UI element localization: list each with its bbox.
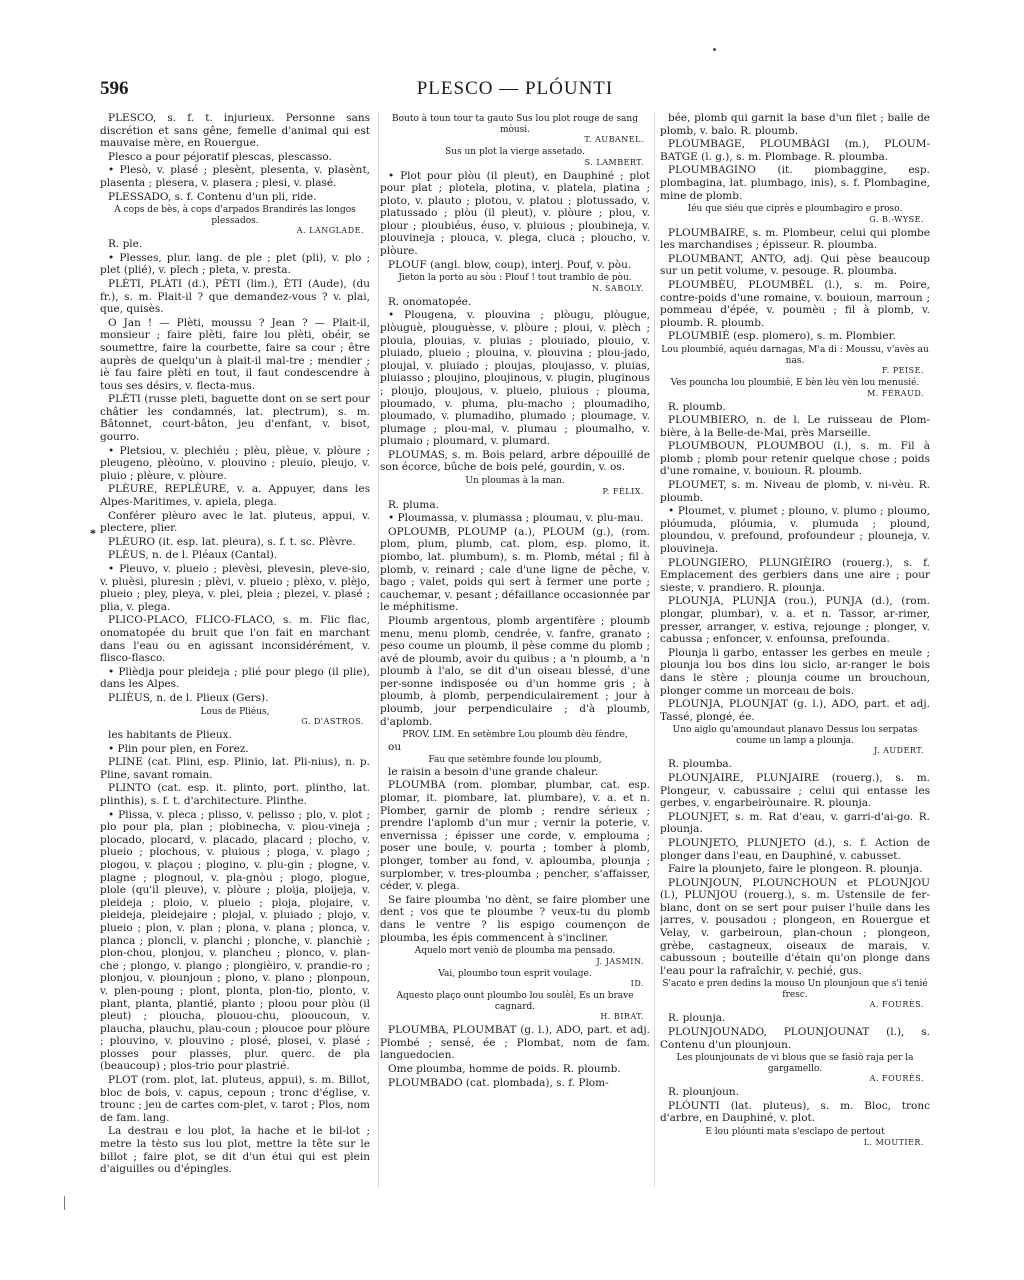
dictionary-entry: ou bbox=[388, 740, 402, 753]
dictionary-entry: PLESCO, s. f. t. injurieux. Personne sans discrétion et sans gêne, femelle d'animal qui est mauvaise mère, en Rouergue. bbox=[100, 112, 370, 150]
dictionary-entry: • Plièdja pour pleideja ; plié pour plego (il plie), dans les Alpes. bbox=[100, 665, 370, 691]
dictionary-entry: PLINE (cat. Plini, esp. Plinio, lat. Pli-nius), n. p. Pline, savant romain. bbox=[100, 756, 370, 781]
dictionary-entry: Conférer plèuro avec le lat. pluteus, appui, v. plectere, plier. bbox=[100, 509, 370, 535]
dictionary-entry: • Plot pour plòu (il pleut), en Dauphiné ; plot pour plat ; plotela, plotina, v. platela, platina ; ploto, v. plauto ; plotou, v. platou ; plotussado, v. platussado ; plòu (il pleut), v. plòure ; plou, v. plour ; ploubiéus, éuso, v. pluious ; ploubineja, v. plouvineja ; plouca, v. plega, cluca ; ploucho, v. plòure. bbox=[380, 169, 650, 258]
dictionary-entry: • Ploumassa, v. plumassa ; ploumau, v. plu-mau. bbox=[388, 512, 644, 525]
dictionary-entry: PLESSADO, s. f. Contenu d'un pli, ride. bbox=[108, 190, 317, 203]
citation-quote: Aquelo mort veniò de ploumba ma pensado. bbox=[414, 946, 616, 957]
citation-author: G. B.-WYSE. bbox=[869, 214, 924, 224]
dictionary-entry: PLOUMBAGE, PLOUMBÀGI (m.), PLOUM-BATGE (l. g.), s. m. Plombage. R. ploumba. bbox=[660, 138, 930, 163]
dictionary-entry: PLOUNJOUNADO, PLOUNJOUNAT (l.), s. Contenu d'un plounjoun. bbox=[660, 1026, 930, 1051]
citation-author: H. BIRAT. bbox=[600, 1012, 644, 1022]
dictionary-entry: La destrau e lou plot, la hache et le bil-lot ; metre la tèsto sus lou plot, mettre la tête sur le billot ; faire plot, se dit d'un étui qui est plein d'aiguilles ou d'épingles. bbox=[100, 1125, 370, 1176]
dictionary-entry: O Jan ! — Plèti, moussu ? Jean ? — Plait-il, monsieur ; faire plèti, faire lou plèti, obéir, se soumettre, faire la courbette, faire sa cour ; être auprès de quelqu'un à plait-il mal-tre ; mendier ; iè fau faire plèti en tout, il faut condescendre à tous ses désirs, v. flecta-mus. bbox=[100, 316, 370, 392]
citation-quote: PROV. LIM. En setèmbre Lou ploumb dèu fèndre, bbox=[402, 730, 628, 741]
citation-quote: Fau que setèmbre founde lou ploumb, bbox=[428, 755, 602, 766]
dictionary-entry: PLOUMBAGINO (it. piombaggine, esp. plombagina, lat. plumbago, inis), s. f. Plombagine, mine de plomb. bbox=[660, 164, 930, 202]
citation-quote: Un ploumas à la man. bbox=[465, 476, 565, 487]
dictionary-entry: PLINTO (cat. esp. it. plinto, port. plintho, lat. plinthis), s. f. t. d'architecture. Plinthe. bbox=[100, 782, 370, 807]
dictionary-entry: PLOUMET, s. m. Niveau de plomb, v. ni-vèu. R. ploumb. bbox=[660, 479, 930, 504]
dictionary-entry: PLOUNJOUN, PLOUNCHOUN et PLOUNJOU (l.), PLUNJOU (rouerg.), s. m. Ustensile de fer-blanc, dont on se sert pour puiser l'huile dans les jarres, v. pousadou ; plongeon, en Rouergue et Velay, v. garbeiroun, plan-choun ; plongeon, grèbe, castagneux, oiseaux de marais, v. cabussoun ; bouteille d'étain qu'on plonge dans l'eau pour la rafraîchir, v. pechié, gus. bbox=[660, 876, 930, 977]
dictionary-entry: Plounja li garbo, entasser les gerbes en meule ; plounja lou bos dins lou siclo, ar-ranger le bois dans le stère ; plounja coume un brouchoun, plonger comme un morceau de bois. bbox=[660, 646, 930, 697]
dictionary-entry: PLOUNJAIRE, PLUNJAIRE (rouerg.), s. m. Plongeur, v. cabussaire ; celui qui entasse les gerbes, v. engarbeiròunaire. R. plounja. bbox=[660, 771, 930, 810]
dictionary-entry: PLOUNJA, PLOUNJAT (g. l.), ADO, part. et adj. Tassé, plongé, ée. bbox=[660, 698, 930, 723]
dictionary-entry: • Plissa, v. pleca ; plisso, v. pelisso ; plo, v. plot ; plo pour pla, plan ; plobinecha, v. plou-vineja ; plocado, plocard, v. placado, placard ; plocho, v. plueio ; plochous, v. pluious ; ploga, v. plago ; plogou, v. plaçou ; plogino, v. plu-gin ; plogne, v. plagne ; plognoul, v. pla-gnòu ; plogo, plogue, plole (qu'il pleuve), v. plòure ; ploija, ploijeja, v. pleideja ; ploio, v. plueio ; ploja, plojaire, v. pleideja, pleidejaire ; plojal, v. pluiado ; plojo, v. plueio ; plon, v. plan ; plona, v. plana ; plonca, v. planca ; ploncli, v. planchi ; plonche, v. planchiè ; plon-chou, plonjou, v. plancheu ; plonco, v. plan-che ; plongo, v. plango ; plongièiro, v. prandie-ro ; plonjou, v. plounjoun ; plono, v. plano ; plonpoun, v. plen-poung ; plont, plonta, plon-tio, plonto, v. plant, planta, plantié, planto ; ploou pour plòu (il pleut) ; ploucha, plouou-chu, plooucoun, v. plaucha, plauchu, plau-coun ; ploucoe pour plòure ; plouvino, v. plouvino ; plosé, plosei, v. plasé ; plosses pour plasses, plur. querc. de pla (beaucoup) ; plos-trio pour plastrié. bbox=[100, 808, 370, 1073]
page-header bbox=[100, 78, 930, 108]
citation-author: L. MOUTIER. bbox=[863, 1137, 924, 1147]
dictionary-entry: PLÈURE, REPLÈURE, v. a. Appuyer, dans les Alpes-Maritimes, v. apiela, plega. bbox=[100, 483, 370, 509]
dictionary-entry: PLÈUS, n. de l. Pléaux (Cantal). bbox=[108, 549, 278, 562]
dictionary-entry: PLOUNJETO, PLUNJETO (d.), s. f. Action de plonger dans l'eau, en Dauphiné, v. cabusset. bbox=[660, 836, 930, 862]
citation-author: N. SABOLY. bbox=[591, 283, 644, 293]
citation-author: G. D'ASTROS. bbox=[301, 717, 364, 727]
dictionary-entry: PLIÈUS, n. de l. Plieux (Gers). bbox=[108, 691, 269, 704]
asterisk-margin-mark: * bbox=[90, 526, 96, 540]
dictionary-entry: PLICO-PLACO, FLICO-FLACO, s. m. Flic flac, onomatopée du bruit que l'on fait en marchant dans l'eau ou en agissant inconsidérément, v. flisco-flasco. bbox=[100, 614, 370, 665]
dictionary-entry: R. onomatopée. bbox=[388, 295, 472, 308]
citation-author: F. PEISE. bbox=[881, 366, 924, 375]
dictionary-entry: R. plounjoun. bbox=[668, 1086, 739, 1099]
citation-author: ID. bbox=[630, 979, 644, 989]
citation-author: M. FÉRAUD. bbox=[867, 388, 924, 398]
dictionary-entry: Plesco a pour péjoratif plescas, plescasso. bbox=[108, 150, 332, 163]
dictionary-entry: PLOUMBAIRE, s. m. Plombeur, celui qui plombe les marchandises ; épisseur. R. ploumba. bbox=[660, 226, 930, 252]
dictionary-entry: PLOUMBIERO, n. de l. Le ruisseau de Plom-bière, à la Belle-de-Mai, près Marseille. bbox=[660, 414, 930, 439]
dictionary-entry: PLOUMBA (rom. plombar, plumbar, cat. esp. plomar, it. piombare, lat. plumbare), v. a. et n. Plomber, garnir de plomb ; rendre sérieux ; prendre l'aplomb d'un mur ; vernir la poterie, v. envernissa ; épisser une corde, v. emplouma ; poser une boule, v. pourta ; tomber à plomb, plonger, tomber au fond, v. aploumba, plounja ; surplomber, v. tres-ploumba ; pencher, s'affaisser, céder, v. plega. bbox=[380, 779, 650, 893]
dictionary-entry: R. pluma. bbox=[388, 498, 439, 511]
dictionary-entry: PLÈURO (it. esp. lat. pleura), s. f. t. sc. Plèvre. bbox=[108, 535, 356, 548]
citation-author: P. FÉLIX. bbox=[602, 486, 644, 496]
dictionary-entry: PLÈTI, PLÀTI (d.), PÈTI (lim.), ÈTI (Aude), (du fr.), s. m. Plait-il ? que demandez-vous ? v. plai, que, quisès. bbox=[100, 277, 370, 316]
citation-quote: Lous de Pliéus, bbox=[200, 706, 270, 717]
dictionary-entry: • Plesò, v. plasé ; plesènt, plesenta, v. plasènt, plasenta ; plesera, v. plasera ; plesi, v. plasé. bbox=[100, 164, 370, 189]
dictionary-entry: PLOUMBIÉ (esp. plomero), s. m. Plombier. bbox=[668, 330, 896, 343]
dictionary-entry: R. ploumba. bbox=[668, 758, 733, 771]
citation-author: S. LAMBERT. bbox=[584, 157, 644, 167]
dictionary-entry: • Plougena, v. plouvina ; plòugu, plòugue, plòuguè, plouguèsse, v. plòure ; ploui, v. plèch ; plouia, plouias, v. pluias ; plouiado, plouio, v. pluiado, plueio ; plouina, v. plouvina ; plou-jado, ploujal, v. pluiado ; ploujas, ploujasso, v. pluias, pluiasso ; ploujino, ploujinous, v. plugin, pluginous ; ploujo, ploujous, v. plueio, pluious ; plouma, ploumado, v. pluma, plu-macho ; ploumadiho, ploumado, v. plumadiho, plumado ; ploumage, v. plumage ; plou-mal, v. plumau ; ploumalho, v. plumaio ; ploumard, v. plumard. bbox=[380, 309, 650, 448]
dictionary-entry: bée, plomb qui garnit la base d'un filet ; balle de plomb, v. balo. R. ploumb. bbox=[660, 112, 930, 137]
dictionary-entry: • Pleuvo, v. plueio ; plevèsi, plevesin, pleve-sio, v. pluèsi, pluresin ; plèvi, v. plueio ; plèxo, v. plèjo, plueio ; pley, pleya, v. plei, pleia ; plezei, v. plasé ; plia, v. plega. bbox=[100, 563, 370, 613]
citation-quote: A cops de bès, à cops d'arpados Brandirés las longos plessados. bbox=[114, 205, 356, 226]
citation-author: J. JASMIN. bbox=[596, 956, 644, 966]
citation-quote: Aquesto plaço ount ploumbo lou soulèl, Es un brave cagnard. bbox=[396, 991, 634, 1012]
citation-quote: S'acato e pren dedins la mouso Un plounjoun que s'i tenié fresc. bbox=[662, 979, 928, 1000]
dictionary-entry: PLOUMBA, PLOUMBAT (g. l.), ADO, part. et adj. Plombé ; sensé, ée ; Plombat, nom de fam. languedocien. bbox=[380, 1024, 650, 1062]
citation-quote: Les plounjounats de vi blous que se fasiò raja per la gargamello. bbox=[676, 1053, 914, 1074]
dictionary-entry: Se faire ploumba 'no dènt, se faire plomber une dent ; vos que te ploumbe ? veux-tu du plomb dans le ventre ? lis espigo coumençon de ploumba, les épis commencent à s'incliner. bbox=[380, 893, 650, 944]
dictionary-entry: PLOUMBADO (cat. plombada), s. f. Plom- bbox=[388, 1076, 609, 1089]
dictionary-entry: PLOUMAS, s. m. Bois pelard, arbre dépouillé de son écorce, bûche de bois pelé, gourdin, v. os. bbox=[380, 448, 650, 474]
dictionary-entry: R. plounja. bbox=[668, 1012, 726, 1025]
dictionary-entry: Ome ploumba, homme de poids. R. ploumb. bbox=[388, 1062, 621, 1075]
citation-quote: E lou plóunti mata s'esclapo de pertout bbox=[705, 1127, 885, 1137]
citation-quote: Jieton la porto au sòu : Plouf ! tout tramblo de pòu. bbox=[398, 273, 632, 284]
dictionary-entry: PLOUNJA, PLUNJA (rou.), PUNJA (d.), (rom. plongar, plumbar), v. a. et n. Tassor, ar-rimer, presser, arranger, v. estiva, rejounge ; plonger, v. cabussa ; enfoncer, v. enfounsa, prefounda. bbox=[660, 595, 930, 646]
citation-quote: Bouto à toun tour ta gauto Sus lou plot rouge de sang mòusi. bbox=[392, 114, 638, 135]
dictionary-entry: R. ple. bbox=[108, 238, 143, 251]
dictionary-entry: PLOUMBÈU, PLOUMBÈL (l.), s. m. Poire, contre-poids d'une romaine, v. bouioun, marroun ; pommeau d'épée, v. poumèu ; fil à plomb, v. ploumb. R. ploumb. bbox=[660, 279, 930, 329]
dictionary-entry: R. ploumb. bbox=[668, 400, 726, 413]
dictionary-entry: • Plin pour plen, en Forez. bbox=[108, 742, 249, 755]
citation-quote: Iéu que siéu que ciprès e ploumbagiro e proso. bbox=[687, 204, 903, 215]
dictionary-entry: • Pletsiou, v. plechiéu ; plèu, plèue, v. plòure ; pleugeno, plèoùno, v. plouvino ; pleuio, pleujo, v. pluio ; plèure, v. plòure. bbox=[100, 444, 370, 482]
citation-quote: Lou ploumbié, aquéu darnagas, M'a di : Moussu, v'avès au nas. bbox=[661, 345, 929, 366]
dictionary-entry: Faire la plounjeto, faire le plongeon. R. plounja. bbox=[668, 863, 923, 876]
dictionary-entry: • Ploumet, v. plumet ; plouno, v. plumo ; ploumo, plóumuda, plóumia, v. plumuda ; plound, ploundou, v. prefound, profoundeur ; plouneja, v. plouvineja. bbox=[660, 505, 930, 556]
scan-speck bbox=[713, 48, 716, 51]
dictionary-entry: PLOT (rom. plot, lat. pluteus, appui), s. m. Billot, bloc de bois, v. capus, cepoun ; tronc d'église, v. trounc ; jeu de cartes com-plet, v. tarot ; Plos, nom de fam. lang. bbox=[100, 1074, 370, 1124]
dictionary-entry: PLOUMBOUN, PLOUMBOU (l.), s. m. Fil à plomb ; plomb pour retenir quelque chose ; poids d'une romaine, v. bouioun. R. ploumb. bbox=[660, 440, 930, 478]
dictionary-entry: le raisin a besoin d'une grande chaleur. bbox=[388, 765, 599, 778]
citation-author: A. LANGLADE. bbox=[296, 226, 364, 236]
citation-quote: Sus un plot la vierge assetado. bbox=[445, 147, 585, 157]
running-head: PLESCO — PLÓUNTI bbox=[416, 78, 614, 99]
dictionary-entry: les habitants de Plieux. bbox=[108, 729, 232, 742]
citation-quote: Vai, ploumbo toun esprit voulage. bbox=[438, 968, 592, 979]
column-middle bbox=[380, 112, 650, 1187]
citation-author: J. AUDERT. bbox=[873, 746, 924, 756]
dictionary-entry: OPLOUMB, PLOUMP (a.), PLOUM (g.), (rom. plom, plum, plumb, cat. plom, esp. plomo, it. piombo, lat. plumbum), s. m. Plomb, métal ; fil à plomb, v. reinard ; cale d'une ligne de pêche, v. bago ; valet, poids qui sert à fermer une porte ; cauchemar, v. pesant ; défaillance occasionnée par le méphitisme. bbox=[380, 525, 650, 614]
citation-quote: Uno aiglo qu'amoundaut planavo Dessus lou serpatas coume un lamp a plounja. bbox=[672, 725, 918, 746]
dictionary-columns bbox=[100, 112, 930, 1187]
dictionary-entry: PLOUMBANT, ANTO, adj. Qui pèse beaucoup sur un petit volume, v. pesouge. R. ploumba. bbox=[660, 252, 930, 278]
dictionary-entry: PLÓUNTI (lat. pluteus), s. m. Bloc, tronc d'arbre, en Dauphiné, v. plot. bbox=[660, 1099, 930, 1125]
citation-quote: Ves pouncha lou ploumbié, E bèn lèu vèn lou menusié. bbox=[670, 378, 920, 388]
citation-author: T. AUBANEL. bbox=[584, 135, 644, 144]
dictionary-entry: PLOUF (angl. blow, coup), interj. Pouf, v. pòu. bbox=[388, 258, 632, 271]
citation-author: A. FOURÈS. bbox=[869, 1074, 924, 1084]
dictionary-entry: • Plesses, plur. lang. de ple ; plet (pli), v. plo ; plet (plié), v. plech ; pleta, v. presta. bbox=[100, 251, 370, 277]
dictionary-entry: Ploumb argentous, plomb argentifère ; ploumb menu, menu plomb, cendrée, v. fanfre, granato ; peso coume un ploumb, il pèse comme du plomb ; avé de ploumb, avoir du quibus ; a 'n ploumb, a 'n ploumb à l'alo, se dit d'un oiseau blessé, d'une per-sonne indisposée ou d'un homme gris ; à ploumb, à plomb, perpendiculairement ; jour à ploumb, jour perpendiculaire ; d'à ploumb, d'aplomb. bbox=[380, 614, 650, 728]
dictionary-entry: PLÈTI (russe pleti, baguette dont on se sert pour châtier les condamnés, lat. plectrum), s. m. Bâtonnet, court-bâton, jeu d'enfant, v. bisot, gourro. bbox=[100, 393, 370, 444]
citation-author: A. FOURÈS. bbox=[869, 1000, 924, 1010]
column-left bbox=[100, 112, 370, 1187]
column-right bbox=[660, 112, 930, 1187]
scan-speck bbox=[64, 1196, 65, 1210]
page-number: 596 bbox=[100, 78, 129, 99]
dictionary-entry: PLOUNJET, s. m. Rat d'eau, v. garri-d'ai-go. R. plounja. bbox=[660, 810, 930, 836]
dictionary-entry: PLOUNGIERO, PLUNGIÈIRO (rouerg.), s. f. Emplacement des gerbiers dans une aire ; pour sieste, v. prandiero. R. plounja. bbox=[660, 556, 930, 594]
